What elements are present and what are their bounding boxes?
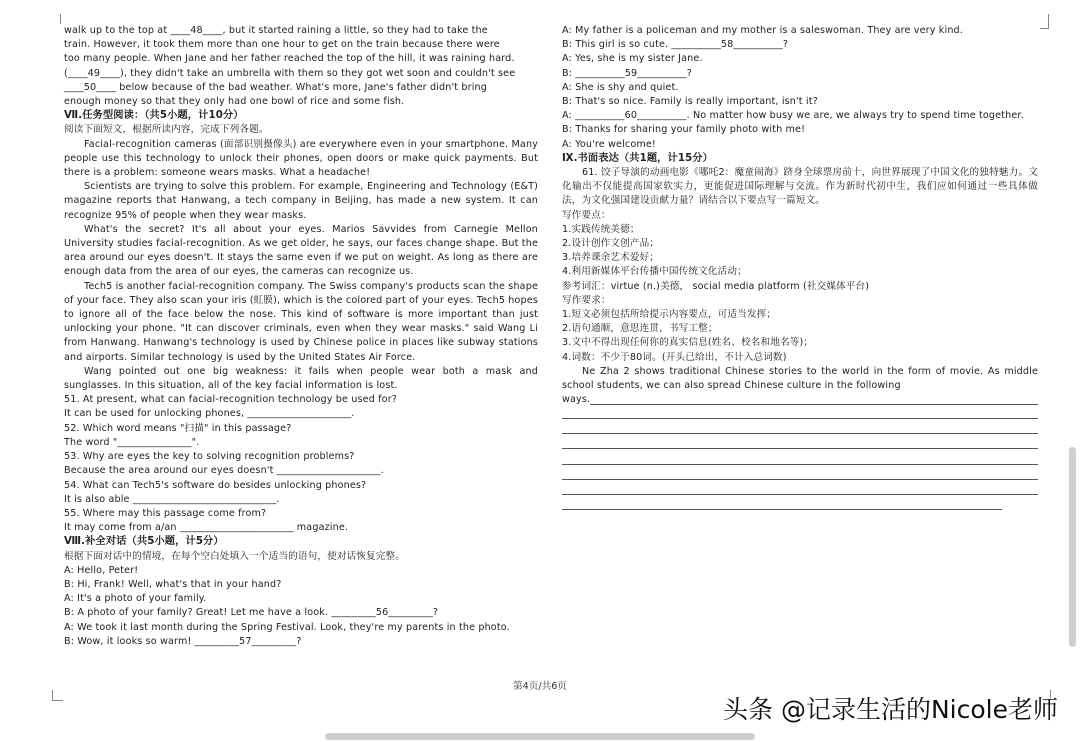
question-51: 51. At present, what can facial-recognition technology be used for? [64, 394, 398, 406]
dialogue-line: B: Wow, it looks so warm! _________57_________? [64, 635, 302, 647]
writing-point: 4.利用新媒体平台传播中国传统文化活动； [562, 266, 747, 278]
writing-point: 3.培养课余艺术爱好； [562, 252, 660, 264]
dialogue-line: A: My father is a policeman and my mother is a saleswoman. They are very kind. [562, 25, 963, 36]
answer-line-54: It is also able _____________________________. [64, 493, 280, 505]
writing-requirements-title: 写作要求： [562, 294, 611, 306]
writing-line[interactable] [562, 484, 1038, 495]
section-9-title: Ⅸ.书面表达（共1题，计15分） [562, 152, 714, 164]
answer-line-52: The word "_______________". [64, 436, 200, 448]
crop-mark-top-right [1040, 14, 1049, 29]
writing-line[interactable] [562, 423, 1038, 434]
dialogue-line: B: Hi, Frank! Well, what's that in your hand? [64, 578, 282, 590]
writing-points-title: 写作要点： [562, 209, 611, 221]
answer-line-53: Because the area around our eyes doesn't _____________________. [64, 465, 384, 477]
dialogue-line: A: We took it last month during the Spring Festival. Look, they're my parents in the photo. [64, 621, 510, 633]
reference-vocabulary: 参考词汇：virtue (n.)美德， social media platform (社交媒体平台) [562, 280, 870, 292]
writing-line[interactable] [562, 408, 1038, 419]
crop-mark-top-left [60, 14, 71, 24]
passage-paragraph: Tech5 is another facial-recognition company. The Swiss company's products scan the shape of your face. They also scan your iris (虹膜), which is the colored part of your eyes. Tech5 hopes to ignore all of the face below the nose. This kind of software is more important than just unlocking your phone. "It can discover criminals, even when they wear masks." said Wang Li from Hanwang. Hanwang's technology is used by Chinese police in places like subway stations and airports. Similar technology is used by the United States Air Force. [64, 280, 538, 363]
writing-point: 2.设计创作文创产品； [562, 238, 660, 250]
cloze-line: too many people. When Jane and her father reached the top of the hill, it was raining hard. [64, 53, 515, 65]
writing-line[interactable] [590, 393, 1038, 404]
section-7-instructions: 阅读下面短文，根据所读内容，完成下列各题。 [64, 124, 269, 136]
section-8-instructions: 根据下面对话中的情境，在每个空白处填入一个适当的语句，使对话恢复完整。 [64, 550, 406, 562]
essay-opening-end: ways. [562, 394, 591, 406]
essay-opening: Ne Zha 2 shows traditional Chinese stories to the world in the form of movie. As middle school students, we can also spread Chinese culture in the following [562, 365, 1038, 392]
cloze-line: ____50____ below because of the bad weather. What's more, Jane's father didn't bring [64, 81, 488, 93]
writing-point: 1.实践传统美德； [562, 223, 640, 235]
question-52: 52. Which word means "扫描" in this passage? [64, 422, 292, 434]
writing-prompt: 61. 饺子导演的动画电影《哪吒2：魔童闹海》跻身全球票房前十，向世界展现了中国文化的独特魅力。文化输出不仅能提高国家软实力，更能促进国际理解与交流。作为新时代初中生，我们应如何通过一些具体做法，为文化强国建设贡献力量？请结合以下要点写一篇短文。 [562, 167, 1038, 207]
writing-line[interactable] [562, 468, 1038, 479]
dialogue-line: A: __________60__________. No matter how busy we are, we always try to spend time together. [562, 110, 1024, 122]
right-column [562, 24, 1038, 514]
watermark: 头条 @记录生活的Nicole老师 [723, 695, 1058, 724]
left-column [64, 24, 538, 649]
dialogue-line: A: She is shy and quiet. [562, 81, 679, 93]
dialogue-line: B: That's so nice. Family is really important, isn't it? [562, 96, 818, 108]
question-54: 54. What can Tech5's software do besides unlocking phones? [64, 479, 367, 491]
writing-line[interactable] [562, 453, 1038, 464]
vertical-scrollbar[interactable] [1069, 447, 1076, 647]
writing-requirement: 3.文中不得出现任何你的真实信息(姓名、校名和地名等)； [562, 337, 814, 349]
question-55: 55. Where may this passage come from? [64, 507, 267, 519]
section-7-title: Ⅶ.任务型阅读：（共5小题，计10分） [64, 110, 244, 122]
passage-paragraph: Scientists are trying to solve this problem. For example, Engineering and Technology (E&T) magazine reports that Hanwang, a tech company in Beijing, has made a new system. It can recognize 95% of people when they wear masks. [64, 181, 538, 221]
dialogue-line: A: Hello, Peter! [64, 564, 139, 576]
essay-first-line [562, 393, 1038, 407]
dialogue-line: B: Thanks for sharing your family photo with me! [562, 124, 806, 136]
cloze-line: enough money so that they only had one bowl of rice and some fish. [64, 96, 405, 108]
horizontal-scrollbar[interactable] [325, 733, 755, 740]
writing-requirement: 4.词数：不少于80词。(开头已给出，不计入总词数) [562, 351, 787, 363]
passage-paragraph: Facial-recognition cameras (面部识别摄像头) are everywhere even in your smartphone. Many people use this technology to unlock their phones, open doors or make quick payments. But there is a problem: someone wears masks. What a headache! [64, 138, 538, 179]
dialogue-line: A: It's a photo of your family. [64, 593, 207, 605]
dialogue-line: B: __________59__________? [562, 67, 693, 79]
cloze-line: (____49____), they didn't take an umbrella with them so they got wet soon and couldn't see [64, 67, 516, 79]
cloze-line: walk up to the top at ____48____, but it started raining a little, so they had to take the [64, 25, 488, 36]
answer-line-55: It may come from a/an _______________________ magazine. [64, 522, 349, 534]
passage-paragraph: What's the secret? It's all about your eyes. Marios Savvides from Carnegie Mellon University studies facial-recognition. As we get older, he says, our faces change shape. But the area around our eyes doesn't. It stays the same even if we put on weight. As long as there are enough data from the area of our eyes, the cameras can recognize us. [64, 223, 538, 278]
page-number: 第4页/共6页 [513, 681, 567, 692]
question-53: 53. Why are eyes the key to solving recognition problems? [64, 451, 355, 463]
answer-line-51: It can be used for unlocking phones, _____________________. [64, 408, 355, 420]
cloze-line: train. However, it took them more than one hour to get on the train because there were [64, 39, 500, 51]
passage-paragraph: Wang pointed out one big weakness: it fails when people wear both a mask and sunglasses. In this situation, all of the key facial information is lost. [64, 365, 538, 392]
writing-requirement: 1.短文必须包括所给提示内容要点，可适当发挥； [562, 309, 777, 321]
writing-line[interactable] [562, 438, 1038, 449]
dialogue-line: A: You're welcome! [562, 138, 656, 150]
writing-line[interactable] [562, 499, 1002, 510]
dialogue-line: B: A photo of your family? Great! Let me have a look. _________56_________? [64, 607, 439, 619]
dialogue-line: B: This girl is so cute. __________58__________? [562, 39, 789, 51]
dialogue-line: A: Yes, she is my sister Jane. [562, 53, 703, 65]
writing-requirement: 2.语句通顺，意思连贯，书写工整； [562, 323, 718, 335]
section-8-title: Ⅷ.补全对话（共5小题，计5分） [64, 536, 224, 548]
